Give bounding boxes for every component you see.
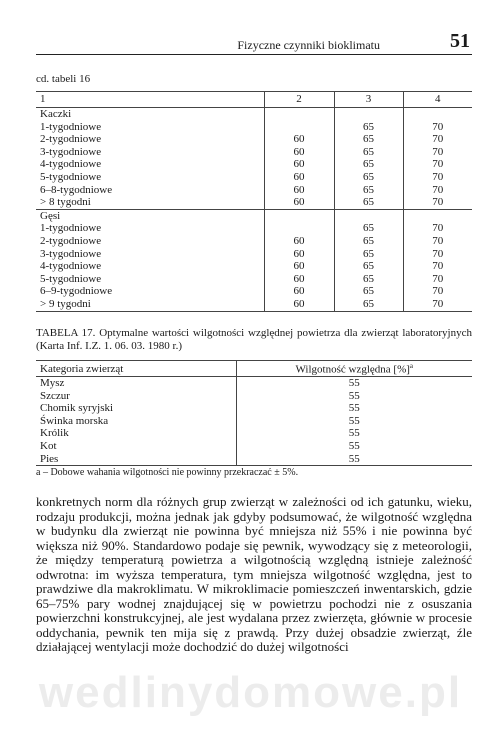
table-row	[36, 222, 472, 235]
row-label: > 8 tygodni	[40, 196, 91, 209]
group-name: Kaczki	[36, 108, 264, 121]
humidity-value: 55	[236, 427, 472, 440]
row-label: 6–9-tygodniowe	[40, 285, 113, 298]
running-title: Fizyczne czynniki bioklimatu	[237, 38, 380, 52]
humidity-value: 55	[236, 377, 472, 390]
animal-category: Szczur	[40, 389, 70, 402]
animal-category: Kot	[40, 439, 57, 452]
value-col-3: 65	[334, 171, 403, 184]
body-paragraph: konkretnych norm dla różnych grup zwierząt w zależności od ich gatunku, wieku, rodzaju produkcji, można jednak jak gdyby podsumować, że wilgotność względna w budynku dla zwierząt nie powinna być mniejsza niż 55% i nie powinna być większa niż 90%. Standardowo podaje się pewnik, wywodzący się z meteorologii, że między temperaturą powietrza a wilgotnością względną istnieje zależność odwrotna: im wyższa temperatura, tym mniejsza wilgotność względna, jest to prawdziwe dla makroklimatu. W mikroklimacie pomieszczeń inwentarskich, gdzie 65–75% pary wodnej znajdującej się w powietrzu pochodzi nie z osuszania powierzchni konstrukcyjnej, ale jest wydalana przez zwierzęta, głównie w procesie oddychania, pewnik ten mija się z prawdą. Przy dużej obsadzie zwierząt, źle działającej wentylacji może dochodzić do dużej wilgotności	[36, 494, 472, 654]
value-col-3: 65	[334, 235, 403, 248]
humidity-value: 55	[236, 440, 472, 453]
value-col-2: 60	[264, 285, 334, 298]
value-col-4: 70	[403, 121, 472, 134]
value-col-2: 60	[264, 235, 334, 248]
table-row	[36, 184, 472, 197]
value-col-3: 65	[334, 133, 403, 146]
table-row	[36, 273, 472, 286]
value-col-3: 65	[334, 248, 403, 261]
value-col-2: 60	[264, 146, 334, 159]
empty-cell	[403, 209, 472, 222]
value-col-2: 60	[264, 260, 334, 273]
table-17	[36, 360, 472, 466]
table-row	[36, 377, 472, 390]
value-col-2: 60	[264, 158, 334, 171]
value-col-4: 70	[403, 285, 472, 298]
table-row	[36, 440, 472, 453]
column-header: 2	[264, 92, 334, 108]
humidity-value: 55	[236, 453, 472, 466]
value-col-2: 60	[264, 184, 334, 197]
value-col-2: 60	[264, 273, 334, 286]
table-row	[36, 133, 472, 146]
value-col-3: 65	[334, 184, 403, 197]
row-label: 5-tygodniowe	[40, 272, 102, 285]
humidity-value: 55	[236, 402, 472, 415]
table-row	[36, 235, 472, 248]
empty-cell	[403, 108, 472, 121]
value-col-3: 65	[334, 273, 403, 286]
running-header	[36, 28, 472, 55]
table-row	[36, 298, 472, 311]
empty-cell	[264, 108, 334, 121]
value-col-4: 70	[403, 158, 472, 171]
value-col-2: 60	[264, 171, 334, 184]
table-continuation-label: cd. tabeli 16	[36, 73, 91, 85]
animal-category: Królik	[40, 427, 69, 440]
value-col-4: 70	[403, 222, 472, 235]
table-row	[36, 248, 472, 261]
page-number: 51	[450, 30, 470, 52]
value-col-4: 70	[403, 273, 472, 286]
empty-cell	[334, 108, 403, 121]
row-label: 3-tygodniowe	[40, 145, 102, 158]
value-col-4: 70	[403, 196, 472, 209]
group-row	[36, 108, 472, 121]
table-row	[36, 390, 472, 403]
watermark: wedlinydomowe.pl	[38, 668, 463, 717]
row-label: 3-tygodniowe	[40, 247, 102, 260]
value-col-3: 65	[334, 158, 403, 171]
table-row	[36, 158, 472, 171]
value-col-4: 70	[403, 235, 472, 248]
group-name: Gęsi	[36, 209, 264, 222]
humidity-value: 55	[236, 415, 472, 428]
row-label: 1-tygodniowe	[40, 120, 102, 133]
table-header-row	[36, 361, 472, 377]
row-label: 4-tygodniowe	[40, 260, 102, 273]
table-row	[36, 453, 472, 466]
column-header: 1	[36, 92, 264, 108]
value-col-3: 65	[334, 121, 403, 134]
value-col-2: 60	[264, 248, 334, 261]
group-row	[36, 209, 472, 222]
table-row	[36, 260, 472, 273]
header-category: Kategoria zwierząt	[36, 361, 236, 377]
row-label: 2-tygodniowe	[40, 234, 102, 247]
table-row	[36, 196, 472, 209]
table-row	[36, 146, 472, 159]
value-col-4: 70	[403, 260, 472, 273]
animal-category: Chomik syryjski	[40, 402, 114, 415]
table-row	[36, 415, 472, 428]
value-col-2: 60	[264, 133, 334, 146]
table-row	[36, 121, 472, 134]
value-col-4: 70	[403, 133, 472, 146]
row-label: 5-tygodniowe	[40, 170, 102, 183]
header-humidity-text: Wilgotność względna [%]	[295, 363, 410, 376]
value-col-3: 65	[334, 222, 403, 235]
value-col-3: 65	[334, 146, 403, 159]
row-label: 4-tygodniowe	[40, 158, 102, 171]
row-label: > 9 tygodni	[36, 298, 264, 311]
row-label: 6–8-tygodniowe	[40, 183, 113, 196]
row-label: 1-tygodniowe	[40, 222, 102, 235]
value-col-4: 70	[403, 171, 472, 184]
animal-category: Pies	[36, 453, 236, 466]
header-humidity	[236, 361, 472, 377]
value-col-2: 60	[264, 298, 334, 311]
empty-cell	[264, 209, 334, 222]
table-row	[36, 402, 472, 415]
table-17-footnote: a – Dobowe wahania wilgotności nie powinny przekraczać ± 5%.	[36, 467, 299, 478]
value-col-4: 70	[403, 146, 472, 159]
table-row	[36, 285, 472, 298]
humidity-value: 55	[236, 390, 472, 403]
column-header: 4	[403, 92, 472, 108]
value-col-4: 70	[403, 298, 472, 311]
empty-cell	[334, 209, 403, 222]
table-16	[36, 91, 472, 312]
value-col-4: 70	[403, 248, 472, 261]
row-label: 2-tygodniowe	[40, 133, 102, 146]
column-header: 3	[334, 92, 403, 108]
table-header-row	[36, 92, 472, 108]
footnote-marker: a	[409, 361, 414, 370]
value-col-2: 60	[264, 196, 334, 209]
value-col-3: 65	[334, 196, 403, 209]
value-col-3: 65	[334, 298, 403, 311]
table-row	[36, 427, 472, 440]
table-17-caption: TABELA 17. Optymalne wartości wilgotności względnej powietrza dla zwierząt laboratoryjnych (Karta Inf. I.Z. 1. 06. 03. 1980 r.)	[36, 327, 472, 352]
value-col-3: 65	[334, 260, 403, 273]
value-col-4: 70	[403, 184, 472, 197]
value-col-3: 65	[334, 285, 403, 298]
animal-category: Mysz	[40, 377, 65, 389]
animal-category: Świnka morska	[40, 414, 109, 427]
table-row	[36, 171, 472, 184]
value-col-2	[264, 222, 334, 235]
value-col-2	[264, 121, 334, 134]
